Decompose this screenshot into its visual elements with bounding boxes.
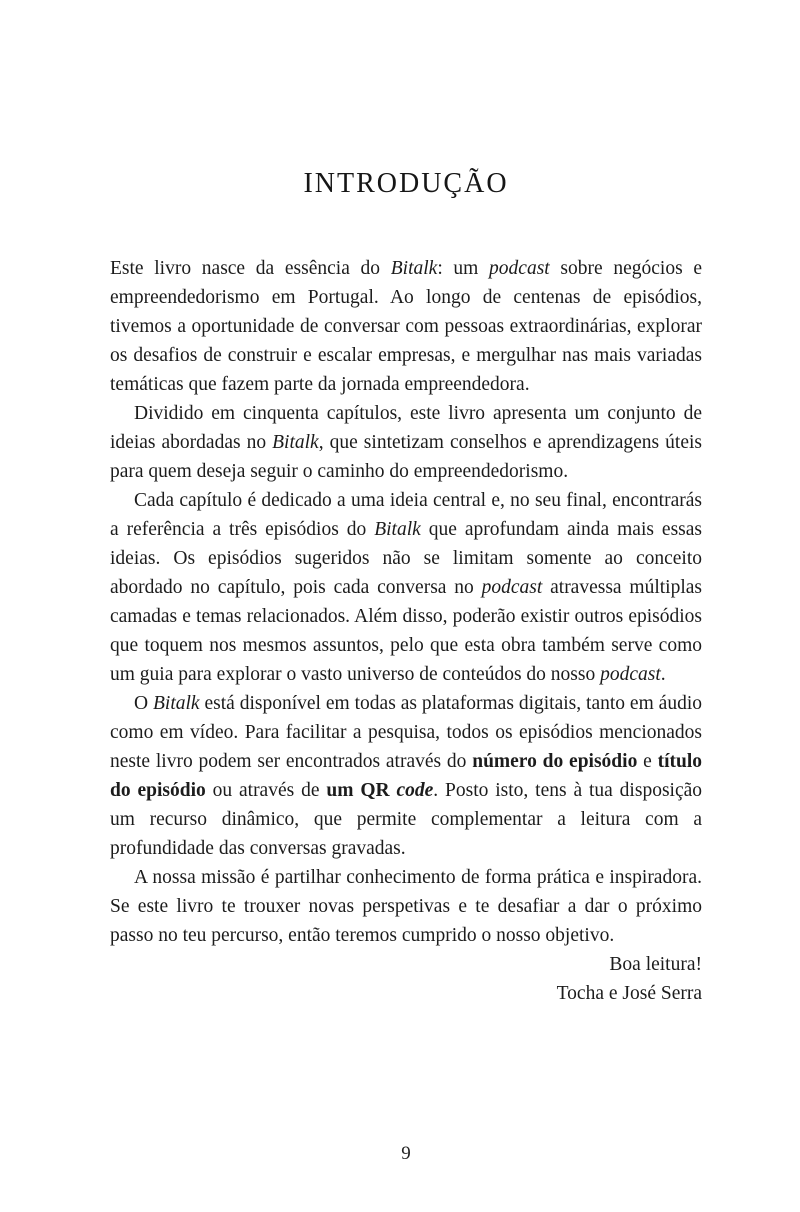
text-segment: O: [134, 693, 153, 715]
page-number: 9: [401, 1143, 411, 1164]
paragraph: [110, 863, 702, 950]
text-segment: podcast: [600, 664, 661, 686]
authors-signature: Tocha e José Serra: [556, 983, 702, 1005]
text-segment: e: [637, 751, 658, 773]
text-segment: , que sintetizam conselhos e aprendizagens úteis para quem deseja seguir o caminho do empreendedorismo.: [110, 432, 702, 483]
body-text: [110, 254, 702, 950]
text-segment: podcast: [481, 577, 543, 599]
closing-farewell: Boa leitura!: [609, 954, 702, 976]
chapter-title: INTRODUÇÃO: [303, 168, 509, 199]
text-segment: Bitalk: [153, 693, 200, 715]
text-column: [110, 0, 702, 1008]
text-segment: Dividido em cinquenta capítulos, este livro apresenta um conjunto de ideias abordadas no: [110, 403, 702, 454]
paragraph: [110, 399, 702, 486]
text-segment: Este livro nasce da essência do: [110, 258, 391, 280]
text-segment: code: [396, 780, 434, 802]
text-segment: : um: [437, 258, 490, 280]
text-segment: um QR: [326, 780, 397, 802]
text-segment: podcast: [489, 258, 550, 280]
text-segment: ou através de: [205, 780, 327, 802]
paragraph: [110, 254, 702, 399]
text-segment: atravessa múltiplas camadas e temas relacionados. Além disso, poderão existir outros episódios que toquem nos mesmos assuntos, pelo que esta obra também serve como um guia para explorar o vasto universo de conteúdos do nosso: [110, 577, 702, 686]
text-segment: está disponível em todas as plataformas digitais, tanto em áudio como em vídeo. Para facilitar a pesquisa, todos os episódios mencionados neste livro podem ser encontrados através do: [110, 693, 702, 773]
text-segment: Cada capítulo é dedicado a uma ideia central e, no seu final, encontrarás a referência a três episódios do: [110, 490, 702, 541]
text-segment: Bitalk: [272, 432, 319, 454]
text-segment: . Posto isto, tens à tua disposição um recurso dinâmico, que permite complementar a leitura com a profundidade das conversas gravadas.: [110, 780, 703, 860]
text-segment: título do episódio: [110, 751, 702, 802]
paragraph: [110, 486, 702, 689]
text-segment: que aprofundam ainda mais essas ideias. Os episódios sugeridos não se limitam somente ao conceito abordado no capítulo, pois cada conversa no: [110, 519, 702, 599]
text-segment: A nossa missão é partilhar conhecimento de forma prática e inspiradora. Se este livro te trouxer novas perspetivas e te desafiar a dar o próximo passo no teu percurso, então teremos cumprido o nosso objetivo.: [110, 867, 702, 947]
text-segment: sobre negócios e empreendedorismo em Portugal. Ao longo de centenas de episódios, tivemos a oportunidade de conversar com pessoas extraordinárias, explorar os desafios de construir e escalar empresas, e mergulhar nas mais variadas temáticas que fazem parte da jornada empreendedora.: [110, 258, 703, 396]
text-segment: Bitalk: [390, 258, 438, 280]
text-segment: número do episódio: [472, 751, 638, 773]
text-segment: Bitalk: [374, 519, 421, 541]
paragraph: [110, 689, 702, 863]
closing-block: [110, 950, 702, 1008]
text-segment: .: [660, 664, 666, 686]
